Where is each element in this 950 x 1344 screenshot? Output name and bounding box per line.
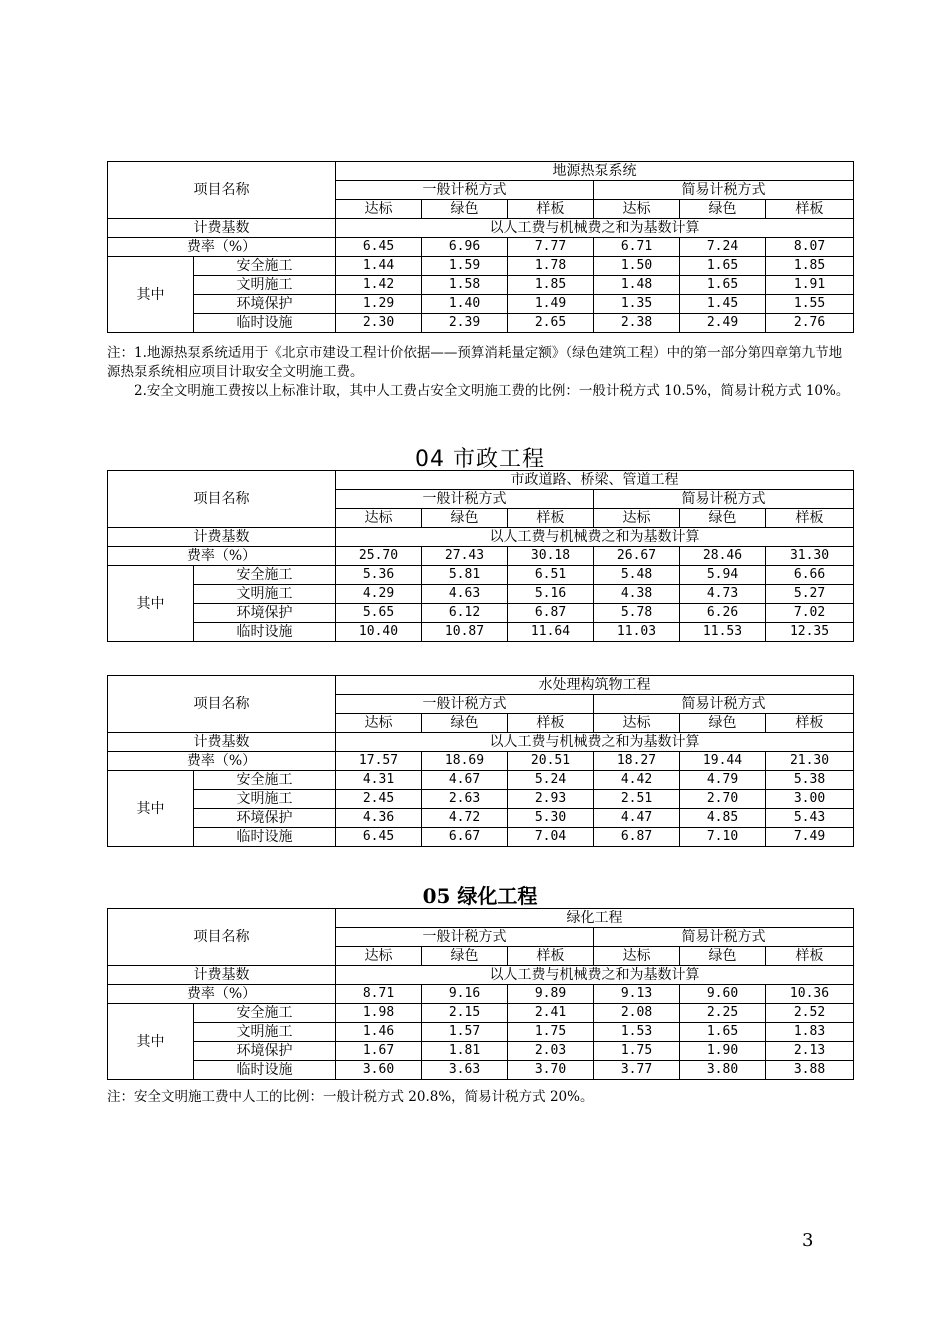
base-value: 以人工费与机械费之和为基数计算 [336,966,854,985]
sub-value: 5.43 [766,809,854,828]
sub-value: 2.13 [766,1042,854,1061]
sub-item-name: 临时设施 [194,623,336,642]
method-general-header: 一般计税方式 [336,928,594,947]
sub-value: 5.65 [336,604,422,623]
sub-value: 1.67 [336,1042,422,1061]
base-value: 以人工费与机械费之和为基数计算 [336,219,854,238]
sub-value: 7.02 [766,604,854,623]
base-label: 计费基数 [108,528,336,547]
rate-row [108,238,854,257]
level-header: 绿色 [422,509,508,528]
sub-item-name: 安全施工 [194,1004,336,1023]
sub-value: 3.70 [508,1061,594,1080]
rate-value: 18.27 [594,752,680,771]
level-header: 样板 [508,714,594,733]
base-value: 以人工费与机械费之和为基数计算 [336,733,854,752]
rate-value: 18.69 [422,752,508,771]
sub-value: 1.65 [680,276,766,295]
sub-row [108,828,854,847]
fee-table [107,161,854,333]
note-line: 注：1.地源热泵系统适用于《北京市建设工程计价依据——预算消耗量定额》（绿色建筑工程）中的第一部分第四章第九节地源热泵系统相应项目计取安全文明施工费。 [107,345,843,380]
sub-value: 4.67 [422,771,508,790]
sub-value: 6.66 [766,566,854,585]
greening-note: 注：安全文明施工费中人工的比例：一般计税方式 20.8%，简易计税方式 20%。 [107,1089,594,1105]
sub-value: 2.25 [680,1004,766,1023]
sub-value: 1.35 [594,295,680,314]
base-label: 计费基数 [108,733,336,752]
rate-value: 9.89 [508,985,594,1004]
method-general-header: 一般计税方式 [336,181,594,200]
rate-row [108,752,854,771]
rate-value: 8.07 [766,238,854,257]
sub-value: 6.87 [594,828,680,847]
base-row [108,733,854,752]
level-header: 达标 [594,714,680,733]
sub-value: 10.87 [422,623,508,642]
sub-row [108,585,854,604]
sub-value: 1.81 [422,1042,508,1061]
table-title: 绿化工程 [336,909,854,928]
level-header: 达标 [336,947,422,966]
geothermal-notes [107,344,853,401]
sub-value: 4.85 [680,809,766,828]
sub-value: 2.70 [680,790,766,809]
rate-value: 31.30 [766,547,854,566]
sub-value: 10.40 [336,623,422,642]
base-row [108,219,854,238]
sub-value: 1.65 [680,257,766,276]
base-label: 计费基数 [108,219,336,238]
level-header: 达标 [594,509,680,528]
rate-value: 20.51 [508,752,594,771]
sub-value: 4.42 [594,771,680,790]
sub-value: 1.83 [766,1023,854,1042]
rate-value: 30.18 [508,547,594,566]
sub-value: 4.63 [422,585,508,604]
sub-value: 4.73 [680,585,766,604]
method-simple-header: 简易计税方式 [594,181,854,200]
sub-item-name: 文明施工 [194,1023,336,1042]
sub-value: 11.53 [680,623,766,642]
sub-value: 5.36 [336,566,422,585]
rate-value: 9.13 [594,985,680,1004]
level-header: 绿色 [422,947,508,966]
rate-value: 7.24 [680,238,766,257]
sub-value: 1.48 [594,276,680,295]
sub-value: 1.85 [766,257,854,276]
sub-value: 5.38 [766,771,854,790]
sub-value: 1.49 [508,295,594,314]
sub-item-name: 文明施工 [194,585,336,604]
sub-value: 1.91 [766,276,854,295]
sub-value: 2.15 [422,1004,508,1023]
sub-value: 1.98 [336,1004,422,1023]
sub-value: 5.81 [422,566,508,585]
level-header: 样板 [766,509,854,528]
rate-value: 8.71 [336,985,422,1004]
level-header: 样板 [508,947,594,966]
sub-item-name: 环境保护 [194,1042,336,1061]
sub-value: 1.53 [594,1023,680,1042]
item-name-header: 项目名称 [108,471,336,528]
sub-value: 2.30 [336,314,422,333]
level-header: 达标 [594,947,680,966]
level-header: 绿色 [680,947,766,966]
sub-value: 7.04 [508,828,594,847]
sub-value: 1.65 [680,1023,766,1042]
section-05-title: 05 绿化工程 [422,884,538,908]
method-general-header: 一般计税方式 [336,490,594,509]
sub-value: 2.38 [594,314,680,333]
level-header: 样板 [766,714,854,733]
sub-value: 4.29 [336,585,422,604]
level-header: 样板 [766,200,854,219]
rate-label: 费率（%） [108,238,336,257]
sub-value: 5.48 [594,566,680,585]
sub-value: 1.59 [422,257,508,276]
sub-item-name: 安全施工 [194,257,336,276]
sub-value: 2.49 [680,314,766,333]
sub-label: 其中 [108,257,194,333]
rate-value: 10.36 [766,985,854,1004]
sub-row [108,604,854,623]
sub-row [108,1061,854,1080]
sub-value: 11.03 [594,623,680,642]
sub-row [108,1023,854,1042]
level-header: 绿色 [680,509,766,528]
sub-label: 其中 [108,566,194,642]
sub-value: 2.63 [422,790,508,809]
sub-value: 3.88 [766,1061,854,1080]
sub-row [108,295,854,314]
sub-value: 2.45 [336,790,422,809]
sub-value: 2.03 [508,1042,594,1061]
rate-label: 费率（%） [108,547,336,566]
rate-value: 6.45 [336,238,422,257]
level-header: 样板 [508,200,594,219]
sub-value: 3.77 [594,1061,680,1080]
fee-table [107,675,854,847]
sub-row [108,276,854,295]
sub-value: 7.10 [680,828,766,847]
sub-value: 2.39 [422,314,508,333]
rate-value: 28.46 [680,547,766,566]
sub-value: 1.85 [508,276,594,295]
sub-row [108,790,854,809]
sub-row [108,1042,854,1061]
sub-value: 2.08 [594,1004,680,1023]
method-simple-header: 简易计税方式 [594,490,854,509]
base-row [108,528,854,547]
sub-value: 4.36 [336,809,422,828]
level-header: 达标 [594,200,680,219]
rate-value: 6.71 [594,238,680,257]
table-title: 市政道路、桥梁、管道工程 [336,471,854,490]
rate-label: 费率（%） [108,752,336,771]
rate-value: 27.43 [422,547,508,566]
sub-value: 5.94 [680,566,766,585]
sub-value: 4.47 [594,809,680,828]
base-value: 以人工费与机械费之和为基数计算 [336,528,854,547]
sub-value: 3.00 [766,790,854,809]
sub-value: 1.55 [766,295,854,314]
sub-value: 1.42 [336,276,422,295]
rate-value: 26.67 [594,547,680,566]
sub-item-name: 临时设施 [194,828,336,847]
sub-value: 2.52 [766,1004,854,1023]
method-general-header: 一般计税方式 [336,695,594,714]
sub-row [108,257,854,276]
sub-value: 6.26 [680,604,766,623]
rate-value: 7.77 [508,238,594,257]
sub-value: 3.80 [680,1061,766,1080]
sub-value: 1.58 [422,276,508,295]
sub-value: 1.50 [594,257,680,276]
sub-row [108,771,854,790]
level-header: 达标 [336,200,422,219]
sub-value: 12.35 [766,623,854,642]
sub-row [108,623,854,642]
rate-value: 6.96 [422,238,508,257]
table-title: 地源热泵系统 [336,162,854,181]
item-name-header: 项目名称 [108,676,336,733]
sub-row [108,566,854,585]
sub-value: 1.46 [336,1023,422,1042]
method-simple-header: 简易计税方式 [594,695,854,714]
sub-value: 7.49 [766,828,854,847]
fee-table [107,908,854,1080]
sub-value: 4.72 [422,809,508,828]
rate-value: 21.30 [766,752,854,771]
sub-value: 3.60 [336,1061,422,1080]
level-header: 样板 [508,509,594,528]
sub-item-name: 环境保护 [194,809,336,828]
base-label: 计费基数 [108,966,336,985]
sub-item-name: 环境保护 [194,604,336,623]
level-header: 样板 [766,947,854,966]
fee-table [107,470,854,642]
sub-value: 5.16 [508,585,594,604]
level-header: 绿色 [680,714,766,733]
sub-value: 1.78 [508,257,594,276]
sub-row [108,1004,854,1023]
sub-value: 2.93 [508,790,594,809]
rate-row [108,547,854,566]
sub-value: 2.51 [594,790,680,809]
sub-value: 5.30 [508,809,594,828]
sub-value: 1.75 [594,1042,680,1061]
rate-value: 9.60 [680,985,766,1004]
sub-label: 其中 [108,771,194,847]
sub-value: 4.31 [336,771,422,790]
sub-value: 5.24 [508,771,594,790]
sub-row [108,809,854,828]
sub-value: 1.40 [422,295,508,314]
sub-item-name: 文明施工 [194,790,336,809]
sub-value: 2.65 [508,314,594,333]
sub-row [108,314,854,333]
sub-value: 11.64 [508,623,594,642]
sub-item-name: 临时设施 [194,1061,336,1080]
page-number: 3 [802,1230,814,1251]
sub-value: 6.12 [422,604,508,623]
sub-value: 1.57 [422,1023,508,1042]
level-header: 绿色 [680,200,766,219]
sub-value: 6.87 [508,604,594,623]
item-name-header: 项目名称 [108,162,336,219]
sub-item-name: 安全施工 [194,566,336,585]
sub-item-name: 临时设施 [194,314,336,333]
sub-value: 2.76 [766,314,854,333]
table-title: 水处理构筑物工程 [336,676,854,695]
rate-value: 19.44 [680,752,766,771]
rate-value: 9.16 [422,985,508,1004]
sub-value: 1.29 [336,295,422,314]
sub-label: 其中 [108,1004,194,1080]
sub-value: 1.75 [508,1023,594,1042]
sub-value: 6.67 [422,828,508,847]
note-line: 2.安全文明施工费按以上标准计取，其中人工费占安全文明施工费的比例：一般计税方式 10.5%，简易计税方式 10%。 [134,383,850,399]
sub-value: 6.45 [336,828,422,847]
method-simple-header: 简易计税方式 [594,928,854,947]
sub-item-name: 安全施工 [194,771,336,790]
sub-value: 5.78 [594,604,680,623]
sub-item-name: 文明施工 [194,276,336,295]
sub-value: 4.79 [680,771,766,790]
rate-value: 17.57 [336,752,422,771]
sub-value: 1.44 [336,257,422,276]
sub-value: 6.51 [508,566,594,585]
sub-value: 3.63 [422,1061,508,1080]
rate-label: 费率（%） [108,985,336,1004]
sub-value: 1.45 [680,295,766,314]
item-name-header: 项目名称 [108,909,336,966]
sub-value: 4.38 [594,585,680,604]
section-04-title: 04 市政工程 [415,447,545,472]
level-header: 绿色 [422,200,508,219]
rate-row [108,985,854,1004]
sub-value: 1.90 [680,1042,766,1061]
level-header: 绿色 [422,714,508,733]
level-header: 达标 [336,509,422,528]
base-row [108,966,854,985]
level-header: 达标 [336,714,422,733]
sub-item-name: 环境保护 [194,295,336,314]
sub-value: 2.41 [508,1004,594,1023]
rate-value: 25.70 [336,547,422,566]
sub-value: 5.27 [766,585,854,604]
